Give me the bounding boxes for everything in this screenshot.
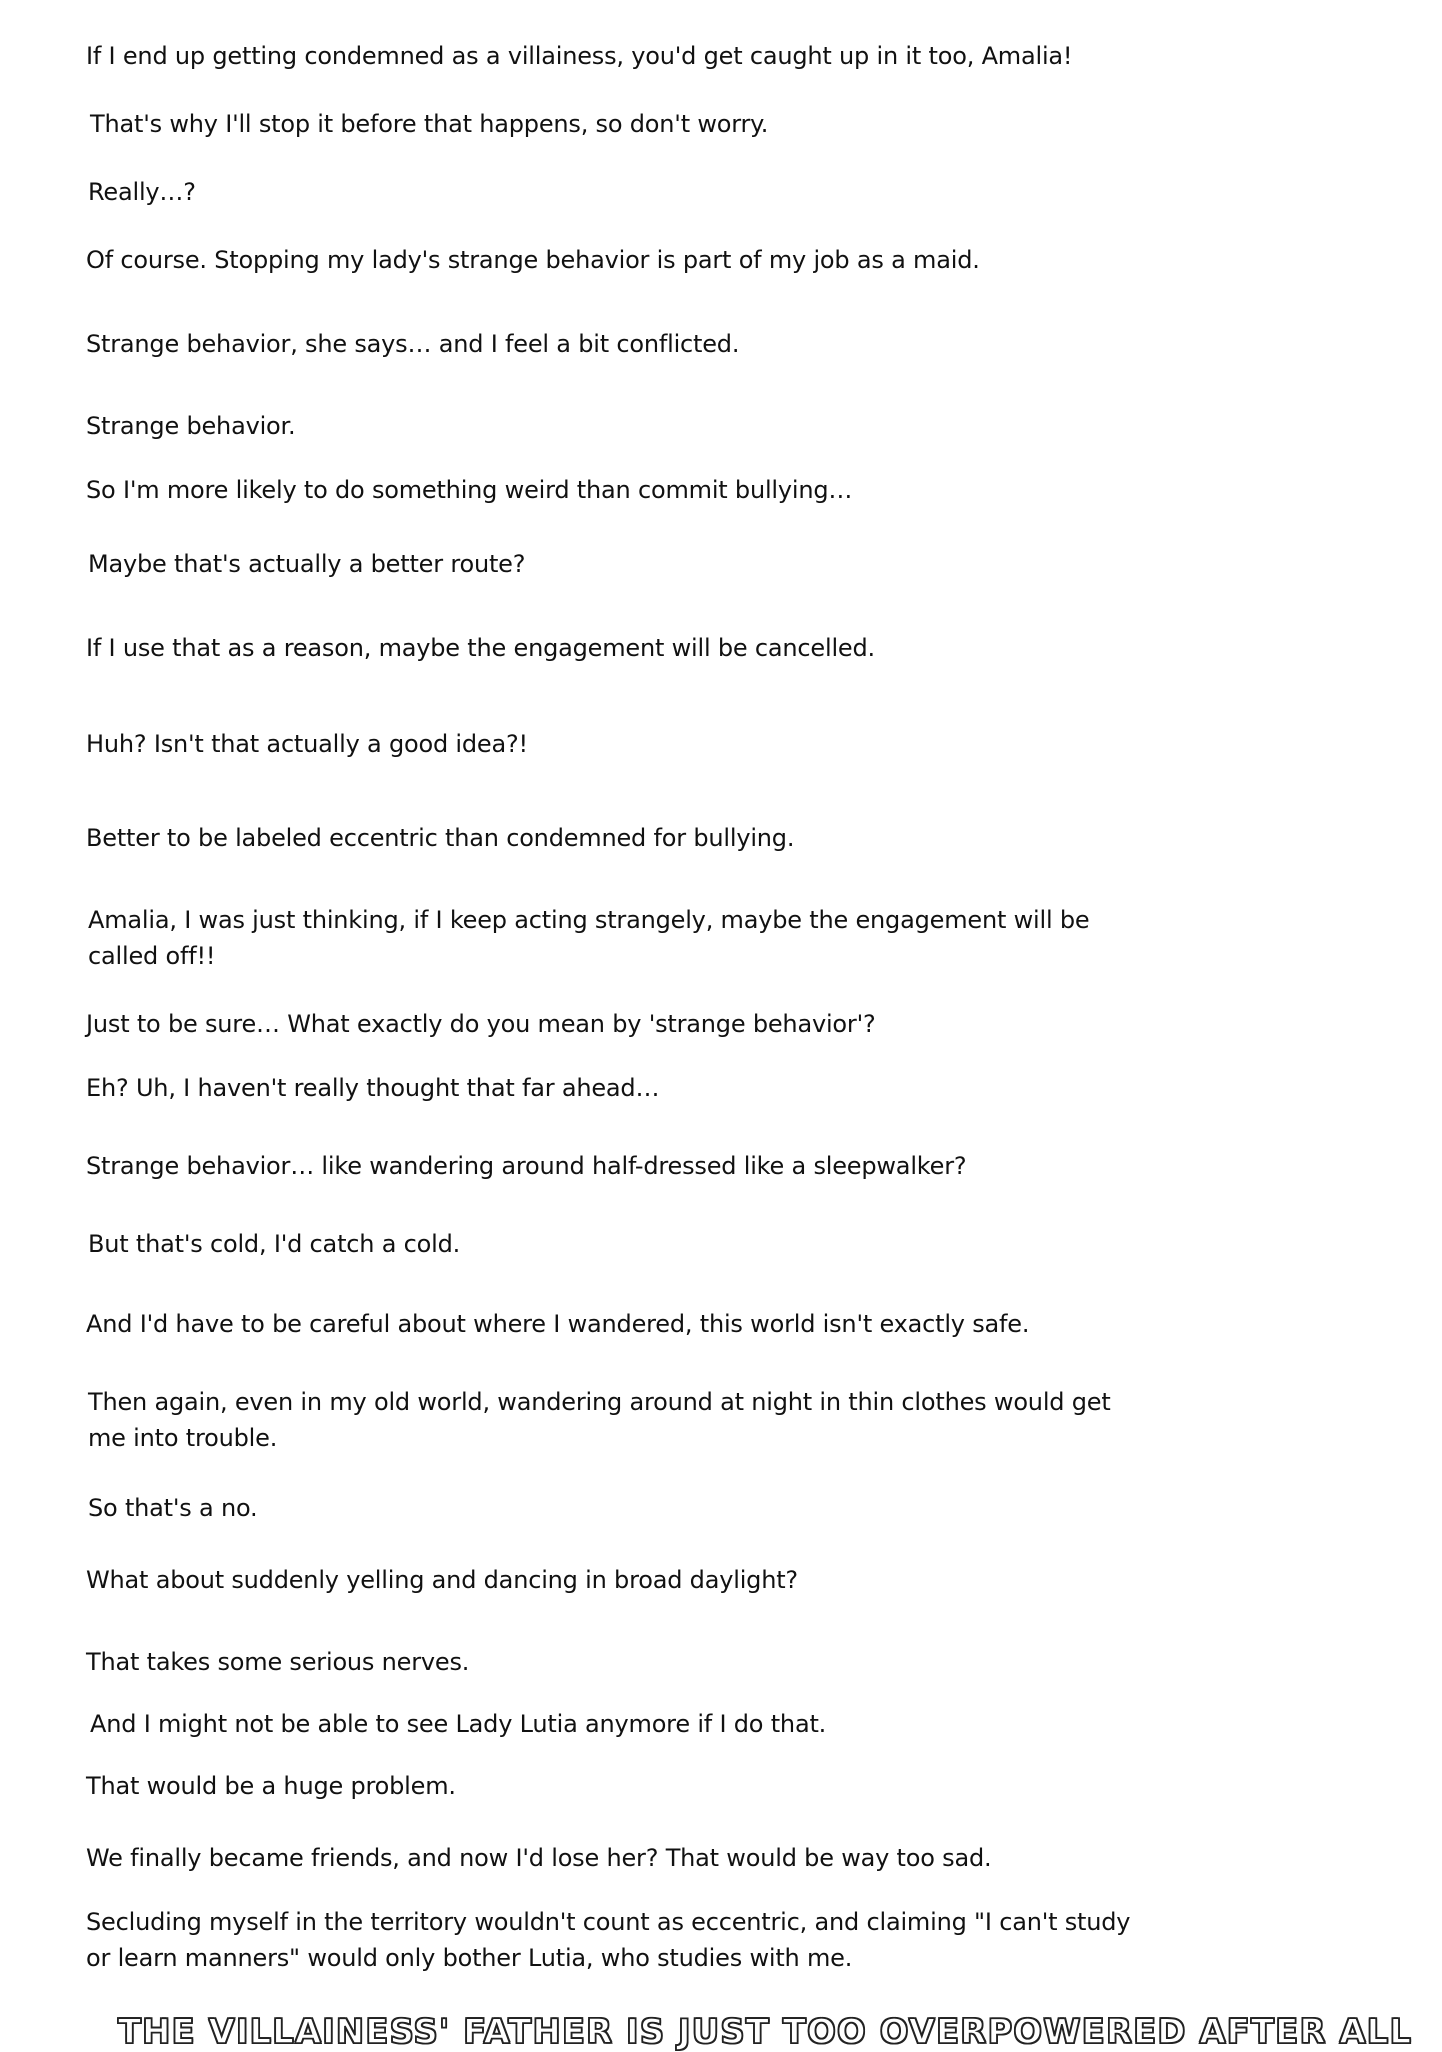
text-line: And I'd have to be careful about where I wandered, this world isn't exactly safe. bbox=[86, 1310, 1030, 1338]
text-line: What about suddenly yelling and dancing in broad daylight? bbox=[86, 1566, 798, 1594]
text-line: Then again, even in my old world, wandering around at night in thin clothes would get me into trouble. bbox=[88, 1388, 1118, 1452]
text-line: And I might not be able to see Lady Lutia anymore if I do that. bbox=[90, 1710, 827, 1738]
text-line: Strange behavior… like wandering around half-dressed like a sleepwalker? bbox=[86, 1152, 967, 1180]
text-line: Maybe that's actually a better route? bbox=[88, 550, 526, 578]
text-line: Strange behavior. bbox=[86, 412, 296, 440]
text-line: Huh? Isn't that actually a good idea?! bbox=[86, 730, 528, 758]
text-line: If I end up getting condemned as a villainess, you'd get caught up in it too, Amalia! bbox=[86, 42, 1073, 70]
text-line: That's why I'll stop it before that happens, so don't worry. bbox=[90, 110, 769, 138]
text-line: Really…? bbox=[88, 178, 196, 206]
text-line: But that's cold, I'd catch a cold. bbox=[88, 1230, 461, 1258]
text-line: Secluding myself in the territory wouldn't count as eccentric, and claiming "I can't study or learn manners" would only bother Lutia, who studies with me. bbox=[86, 1908, 1138, 1972]
text-line: That takes some serious nerves. bbox=[86, 1648, 470, 1676]
text-line: So I'm more likely to do something weird than commit bullying… bbox=[86, 476, 853, 504]
text-line: Eh? Uh, I haven't really thought that far ahead… bbox=[86, 1074, 660, 1102]
text-line: Just to be sure… What exactly do you mean by 'strange behavior'? bbox=[86, 1010, 876, 1038]
series-title-footer: THE VILLAINESS' FATHER IS JUST TOO OVERPOWERED AFTER ALL bbox=[117, 2012, 1412, 2052]
text-line: If I use that as a reason, maybe the engagement will be cancelled. bbox=[86, 634, 875, 662]
text-line: Of course. Stopping my lady's strange behavior is part of my job as a maid. bbox=[86, 246, 980, 274]
text-line: We finally became friends, and now I'd lose her? That would be way too sad. bbox=[86, 1844, 992, 1872]
text-line: Better to be labeled eccentric than condemned for bullying. bbox=[86, 824, 795, 852]
text-line: That would be a huge problem. bbox=[86, 1772, 456, 1800]
text-line: Strange behavior, she says… and I feel a bit conflicted. bbox=[86, 330, 740, 358]
text-line: Amalia, I was just thinking, if I keep acting strangely, maybe the engagement will be called off!! bbox=[88, 906, 1097, 970]
text-line: So that's a no. bbox=[88, 1494, 258, 1522]
